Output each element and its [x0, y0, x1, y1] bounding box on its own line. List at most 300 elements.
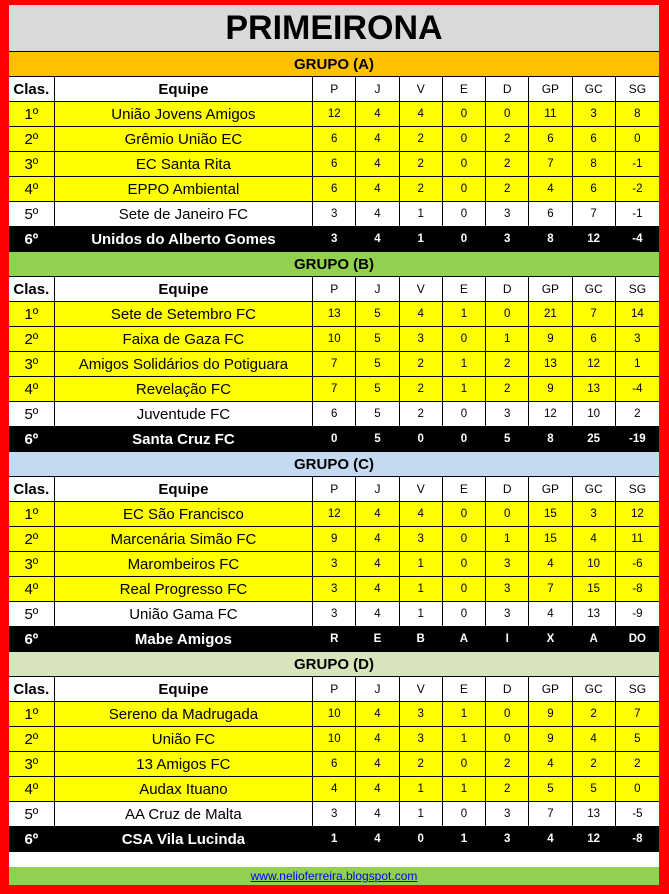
stat-sg-cell: -19: [629, 433, 646, 445]
stat-d-cell: 2: [486, 377, 529, 401]
stat-j-cell: 4: [356, 552, 399, 576]
stat-p-cell: 1: [313, 827, 356, 851]
stat-v-cell: 4: [400, 102, 443, 126]
stat-d-cell: 3: [486, 602, 529, 626]
stat-sg-cell: 11: [631, 533, 644, 545]
position-cell: 2º: [9, 727, 55, 751]
header-sg: SG: [628, 482, 647, 496]
stat-d-cell: 2: [486, 152, 529, 176]
stat-d-cell: I: [486, 627, 529, 651]
table-row: [9, 552, 659, 577]
stat-gp-cell: 8: [529, 227, 572, 251]
stat-sg-cell: 5: [634, 733, 641, 745]
stat-sg-cell: -4: [632, 383, 643, 395]
table-row: [9, 427, 659, 452]
header-equipe: Equipe: [55, 477, 313, 501]
stat-d-cell: 3: [486, 577, 529, 601]
position-cell: 4º: [9, 377, 55, 401]
stat-gc-cell: 12: [573, 227, 616, 251]
stat-e-cell: 1: [443, 777, 486, 801]
team-name-cell: Mabe Amigos: [55, 627, 313, 651]
stat-gp-cell: 7: [529, 152, 572, 176]
stat-p-cell: 12: [313, 102, 356, 126]
stat-d-cell: 2: [486, 777, 529, 801]
table-header-row: [9, 477, 659, 502]
stat-sg-cell: 0: [634, 783, 641, 795]
stat-sg-cell: DO: [628, 633, 646, 645]
stat-e-cell: 0: [443, 177, 486, 201]
stat-v-cell: 2: [400, 402, 443, 426]
stat-d-cell: 2: [486, 177, 529, 201]
stat-gc-cell: 3: [573, 102, 616, 126]
team-name-cell: Faixa de Gaza FC: [55, 327, 313, 351]
stat-p-cell: 6: [313, 402, 356, 426]
position-cell: 6º: [9, 627, 55, 651]
stat-v-cell: B: [400, 627, 443, 651]
stat-d-cell: 0: [486, 702, 529, 726]
header-d: D: [486, 77, 529, 101]
header-j: J: [356, 77, 399, 101]
position-cell: 2º: [9, 327, 55, 351]
stat-v-cell: 1: [400, 202, 443, 226]
table-row: [9, 377, 659, 402]
stat-gc-cell: 7: [573, 302, 616, 326]
stat-e-cell: 0: [443, 577, 486, 601]
stat-p-cell: 3: [313, 802, 356, 826]
team-name-cell: Sete de Janeiro FC: [55, 202, 313, 226]
position-cell: 2º: [9, 127, 55, 151]
stat-gc-cell: 10: [573, 552, 616, 576]
position-cell: 1º: [9, 102, 55, 126]
stat-gp-cell: 8: [529, 427, 572, 451]
header-gp: GP: [529, 677, 572, 701]
header-v: V: [400, 77, 443, 101]
table-row: [9, 202, 659, 227]
header-p: P: [313, 477, 356, 501]
stat-e-cell: 0: [443, 152, 486, 176]
stat-gc-cell: 13: [573, 377, 616, 401]
team-name-cell: Sereno da Madrugada: [55, 702, 313, 726]
stat-p-cell: 7: [313, 377, 356, 401]
stat-gp-cell: 6: [529, 202, 572, 226]
team-name-cell: Marombeiros FC: [55, 552, 313, 576]
stat-j-cell: 4: [356, 727, 399, 751]
stat-e-cell: 0: [443, 802, 486, 826]
stat-p-cell: 4: [313, 777, 356, 801]
header-v: V: [400, 477, 443, 501]
table-row: [9, 302, 659, 327]
stat-gc-cell: 12: [573, 352, 616, 376]
stat-p-cell: 3: [313, 227, 356, 251]
header-d: D: [486, 277, 529, 301]
table-header-row: [9, 677, 659, 702]
stat-gp-cell: 5: [529, 777, 572, 801]
table-row: [9, 527, 659, 552]
header-clas: Clas.: [9, 677, 55, 701]
stat-gp-cell: 4: [529, 602, 572, 626]
stat-p-cell: 10: [313, 702, 356, 726]
team-name-cell: Santa Cruz FC: [55, 427, 313, 451]
stat-gp-cell: X: [529, 627, 572, 651]
stat-j-cell: 4: [356, 602, 399, 626]
stat-p-cell: 13: [313, 302, 356, 326]
header-sg: SG: [628, 682, 647, 696]
stat-gp-cell: 6: [529, 127, 572, 151]
header-equipe: Equipe: [55, 677, 313, 701]
table-row: [9, 352, 659, 377]
stat-v-cell: 1: [400, 577, 443, 601]
header-gc: GC: [573, 77, 616, 101]
header-p: P: [313, 677, 356, 701]
header-gp: GP: [529, 77, 572, 101]
team-name-cell: AA Cruz de Malta: [55, 802, 313, 826]
stat-sg-cell: 7: [634, 708, 641, 720]
stat-j-cell: 4: [356, 102, 399, 126]
stat-j-cell: 5: [356, 327, 399, 351]
position-cell: 6º: [9, 827, 55, 851]
stat-d-cell: 0: [486, 502, 529, 526]
stat-d-cell: 2: [486, 127, 529, 151]
stat-d-cell: 3: [486, 402, 529, 426]
stat-p-cell: 3: [313, 602, 356, 626]
header-d: D: [486, 477, 529, 501]
stat-gp-cell: 15: [529, 502, 572, 526]
stat-sg-cell: -8: [632, 833, 643, 845]
stat-j-cell: 5: [356, 427, 399, 451]
stat-p-cell: 6: [313, 127, 356, 151]
groups-container: [9, 52, 659, 852]
stat-j-cell: 4: [356, 827, 399, 851]
stat-p-cell: 0: [313, 427, 356, 451]
standings-sheet: [9, 5, 659, 885]
stat-sg-cell: 2: [634, 758, 641, 770]
header-sg: SG: [628, 82, 647, 96]
team-name-cell: União FC: [55, 727, 313, 751]
stat-sg-cell: -9: [632, 608, 643, 620]
position-cell: 4º: [9, 577, 55, 601]
stat-gc-cell: 7: [573, 202, 616, 226]
stat-e-cell: A: [443, 627, 486, 651]
header-e: E: [443, 277, 486, 301]
stat-p-cell: 10: [313, 327, 356, 351]
header-d: D: [486, 677, 529, 701]
table-row: [9, 702, 659, 727]
stat-j-cell: 4: [356, 777, 399, 801]
stat-d-cell: 3: [486, 202, 529, 226]
stat-gc-cell: 13: [573, 602, 616, 626]
header-clas: Clas.: [9, 77, 55, 101]
position-cell: 1º: [9, 302, 55, 326]
stat-e-cell: 1: [443, 377, 486, 401]
stat-v-cell: 3: [400, 527, 443, 551]
table-row: [9, 777, 659, 802]
table-row: [9, 752, 659, 777]
position-cell: 1º: [9, 502, 55, 526]
stat-p-cell: 10: [313, 727, 356, 751]
stat-v-cell: 3: [400, 727, 443, 751]
stat-p-cell: 9: [313, 527, 356, 551]
stat-v-cell: 1: [400, 777, 443, 801]
team-name-cell: Amigos Solidários do Potiguara: [55, 352, 313, 376]
stat-sg-cell: -1: [632, 158, 643, 170]
stat-sg-cell: 0: [634, 133, 641, 145]
stat-gp-cell: 7: [529, 577, 572, 601]
stat-sg-cell: -4: [632, 233, 643, 245]
table-row: [9, 802, 659, 827]
team-name-cell: União Jovens Amigos: [55, 102, 313, 126]
stat-v-cell: 1: [400, 602, 443, 626]
stat-v-cell: 2: [400, 127, 443, 151]
stat-j-cell: 5: [356, 352, 399, 376]
team-name-cell: Grêmio União EC: [55, 127, 313, 151]
position-cell: 5º: [9, 802, 55, 826]
stat-e-cell: 0: [443, 427, 486, 451]
stat-gp-cell: 4: [529, 552, 572, 576]
table-row: [9, 827, 659, 852]
stat-gp-cell: 4: [529, 827, 572, 851]
stat-gp-cell: 12: [529, 402, 572, 426]
position-cell: 5º: [9, 602, 55, 626]
position-cell: 5º: [9, 202, 55, 226]
team-name-cell: Sete de Setembro FC: [55, 302, 313, 326]
stat-d-cell: 0: [486, 302, 529, 326]
position-cell: 3º: [9, 352, 55, 376]
team-name-cell: Audax Ituano: [55, 777, 313, 801]
table-header-row: [9, 277, 659, 302]
stat-gp-cell: 4: [529, 752, 572, 776]
stat-e-cell: 0: [443, 502, 486, 526]
stat-j-cell: 5: [356, 302, 399, 326]
table-row: [9, 177, 659, 202]
stat-gc-cell: 6: [573, 177, 616, 201]
table-row: [9, 502, 659, 527]
position-cell: 3º: [9, 552, 55, 576]
stat-gc-cell: 4: [573, 527, 616, 551]
header-sg: SG: [628, 282, 647, 296]
stat-v-cell: 2: [400, 177, 443, 201]
table-row: [9, 727, 659, 752]
stat-v-cell: 1: [400, 802, 443, 826]
team-name-cell: Unidos do Alberto Gomes: [55, 227, 313, 251]
stat-sg-cell: -2: [632, 183, 643, 195]
stat-d-cell: 0: [486, 102, 529, 126]
table-row: [9, 402, 659, 427]
stat-e-cell: 0: [443, 752, 486, 776]
position-cell: 3º: [9, 152, 55, 176]
stat-gc-cell: 13: [573, 802, 616, 826]
stat-p-cell: 3: [313, 202, 356, 226]
stat-e-cell: 0: [443, 402, 486, 426]
stat-e-cell: 0: [443, 202, 486, 226]
stat-v-cell: 2: [400, 752, 443, 776]
stat-j-cell: 4: [356, 152, 399, 176]
stat-sg-cell: 3: [634, 333, 641, 345]
table-row: [9, 577, 659, 602]
stat-gc-cell: 8: [573, 152, 616, 176]
header-e: E: [443, 477, 486, 501]
group-header: GRUPO (A): [9, 52, 659, 77]
stat-v-cell: 0: [400, 427, 443, 451]
position-cell: 6º: [9, 227, 55, 251]
stat-p-cell: 6: [313, 177, 356, 201]
table-row: [9, 127, 659, 152]
team-name-cell: Marcenária Simão FC: [55, 527, 313, 551]
stat-sg-cell: -8: [632, 583, 643, 595]
stat-gp-cell: 9: [529, 377, 572, 401]
header-gp: GP: [529, 277, 572, 301]
header-j: J: [356, 677, 399, 701]
stat-j-cell: E: [356, 627, 399, 651]
position-cell: 6º: [9, 427, 55, 451]
stat-gp-cell: 11: [529, 102, 572, 126]
stat-e-cell: 0: [443, 102, 486, 126]
stat-p-cell: 6: [313, 152, 356, 176]
stat-j-cell: 4: [356, 702, 399, 726]
stat-j-cell: 4: [356, 202, 399, 226]
stat-v-cell: 2: [400, 152, 443, 176]
position-cell: 5º: [9, 402, 55, 426]
stat-v-cell: 4: [400, 302, 443, 326]
stat-sg-cell: 8: [634, 108, 641, 120]
header-j: J: [356, 477, 399, 501]
stat-v-cell: 2: [400, 352, 443, 376]
stat-d-cell: 3: [486, 227, 529, 251]
stat-p-cell: 3: [313, 552, 356, 576]
stat-d-cell: 2: [486, 752, 529, 776]
stat-e-cell: 1: [443, 352, 486, 376]
team-name-cell: Revelação FC: [55, 377, 313, 401]
stat-j-cell: 4: [356, 127, 399, 151]
stat-j-cell: 5: [356, 377, 399, 401]
table-row: [9, 227, 659, 252]
stat-e-cell: 1: [443, 702, 486, 726]
stat-sg-cell: 12: [630, 508, 644, 520]
stat-gc-cell: 6: [573, 327, 616, 351]
stat-e-cell: 1: [443, 727, 486, 751]
stat-sg-cell: 1: [634, 358, 641, 370]
stat-gc-cell: A: [573, 627, 616, 651]
position-cell: 3º: [9, 752, 55, 776]
stat-d-cell: 3: [486, 802, 529, 826]
stat-gc-cell: 4: [573, 727, 616, 751]
header-gc: GC: [573, 477, 616, 501]
team-name-cell: União Gama FC: [55, 602, 313, 626]
stat-gp-cell: 4: [529, 177, 572, 201]
team-name-cell: Real Progresso FC: [55, 577, 313, 601]
stat-gp-cell: 21: [529, 302, 572, 326]
page-title: PRIMEIRONA: [9, 5, 659, 52]
stat-d-cell: 0: [486, 727, 529, 751]
stat-e-cell: 0: [443, 552, 486, 576]
header-equipe: Equipe: [55, 277, 313, 301]
group-header: GRUPO (C): [9, 452, 659, 477]
footer: [9, 867, 659, 885]
stat-gp-cell: 9: [529, 702, 572, 726]
stat-p-cell: 3: [313, 577, 356, 601]
stat-e-cell: 0: [443, 602, 486, 626]
stat-sg-cell: 14: [630, 308, 644, 320]
header-v: V: [400, 277, 443, 301]
stat-e-cell: 1: [443, 827, 486, 851]
stat-p-cell: 7: [313, 352, 356, 376]
stat-v-cell: 0: [400, 827, 443, 851]
stat-gc-cell: 25: [573, 427, 616, 451]
header-gc: GC: [573, 677, 616, 701]
header-gc: GC: [573, 277, 616, 301]
header-clas: Clas.: [9, 277, 55, 301]
position-cell: 1º: [9, 702, 55, 726]
header-p: P: [313, 277, 356, 301]
stat-gc-cell: 6: [573, 127, 616, 151]
stat-gc-cell: 2: [573, 752, 616, 776]
header-e: E: [443, 77, 486, 101]
stat-j-cell: 4: [356, 752, 399, 776]
stat-d-cell: 2: [486, 352, 529, 376]
table-row: [9, 602, 659, 627]
stat-gc-cell: 10: [573, 402, 616, 426]
stat-gp-cell: 9: [529, 727, 572, 751]
table-row: [9, 102, 659, 127]
stat-e-cell: 0: [443, 327, 486, 351]
header-equipe: Equipe: [55, 77, 313, 101]
group-header: GRUPO (D): [9, 652, 659, 677]
stat-e-cell: 0: [443, 227, 486, 251]
stat-p-cell: R: [313, 627, 356, 651]
team-name-cell: CSA Vila Lucinda: [55, 827, 313, 851]
stat-e-cell: 1: [443, 302, 486, 326]
stat-gp-cell: 7: [529, 802, 572, 826]
stat-v-cell: 4: [400, 502, 443, 526]
stat-v-cell: 3: [400, 327, 443, 351]
stat-j-cell: 4: [356, 502, 399, 526]
stat-j-cell: 4: [356, 527, 399, 551]
stat-gc-cell: 15: [573, 577, 616, 601]
table-row: [9, 627, 659, 652]
stat-j-cell: 4: [356, 577, 399, 601]
stat-j-cell: 4: [356, 227, 399, 251]
stat-d-cell: 3: [486, 552, 529, 576]
team-name-cell: EPPO Ambiental: [55, 177, 313, 201]
stat-d-cell: 1: [486, 527, 529, 551]
position-cell: 4º: [9, 777, 55, 801]
stat-j-cell: 5: [356, 402, 399, 426]
team-name-cell: Juventude FC: [55, 402, 313, 426]
stat-d-cell: 3: [486, 827, 529, 851]
header-e: E: [443, 677, 486, 701]
stat-v-cell: 3: [400, 702, 443, 726]
stat-p-cell: 6: [313, 752, 356, 776]
stat-v-cell: 1: [400, 552, 443, 576]
stat-sg-cell: 2: [634, 408, 641, 420]
stat-e-cell: 0: [443, 527, 486, 551]
position-cell: 2º: [9, 527, 55, 551]
position-cell: 4º: [9, 177, 55, 201]
header-clas: Clas.: [9, 477, 55, 501]
stat-sg-cell: -6: [632, 558, 643, 570]
stat-sg-cell: -1: [632, 208, 643, 220]
stat-j-cell: 4: [356, 177, 399, 201]
blog-link[interactable]: www.nelioferreira.blogspot.com: [250, 869, 418, 883]
stat-gc-cell: 2: [573, 702, 616, 726]
stat-gp-cell: 15: [529, 527, 572, 551]
table-header-row: [9, 77, 659, 102]
stat-v-cell: 1: [400, 227, 443, 251]
group-header: GRUPO (B): [9, 252, 659, 277]
team-name-cell: EC São Francisco: [55, 502, 313, 526]
header-j: J: [356, 277, 399, 301]
team-name-cell: EC Santa Rita: [55, 152, 313, 176]
stat-v-cell: 2: [400, 377, 443, 401]
